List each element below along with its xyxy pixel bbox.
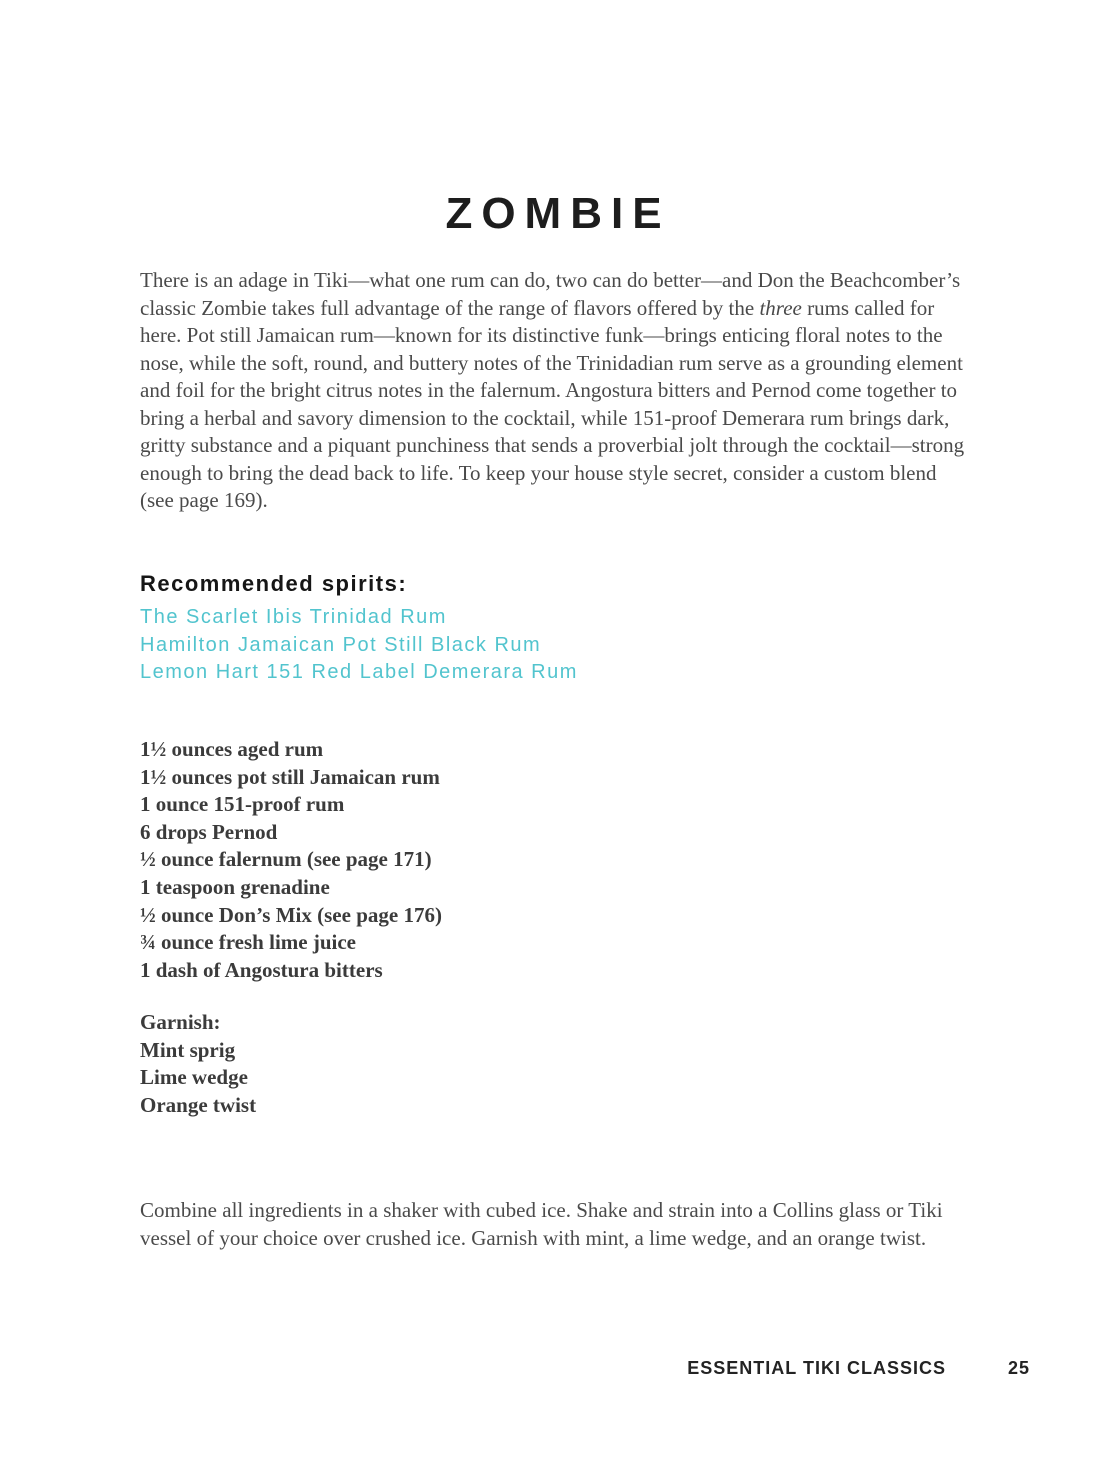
ingredient-item: 6 drops Pernod [140, 819, 278, 844]
garnish-item: Mint sprig [140, 1037, 236, 1062]
intro-text-part2: rums called for here. Pot still Jamaican rum—known for its distinctive funk—brings enticing floral notes to the nose, while the soft, round, and buttery notes of the Trinidadian rum serve as a grounding element and foil for the bright citrus notes in the falernum. Angostura bitters and Pernod come together to bring a herbal and savory dimension to the cocktail, while 151-proof Demerara rum brings dark, gritty substance and a piquant punchiness that sends a proverbial jolt through the cocktail—strong enough to bring the dead back to life. To keep your house style secret, consider a custom blend (see page 169). [140, 295, 965, 512]
recommended-spirits-heading: Recommended spirits: [140, 571, 408, 596]
intro-paragraph [140, 267, 968, 515]
garnish-heading: Garnish: [140, 1010, 221, 1034]
ingredient-item: 1 ounce 151-proof rum [140, 792, 345, 817]
garnish-item: Lime wedge [140, 1065, 248, 1090]
ingredient-item: 1½ ounces pot still Jamaican rum [140, 764, 440, 789]
spirit-item: The Scarlet Ibis Trinidad Rum [140, 606, 447, 628]
spirit-item: Hamilton Jamaican Pot Still Black Rum [140, 633, 542, 656]
ingredient-item: ¾ ounce fresh lime juice [140, 930, 356, 955]
instructions-paragraph: Combine all ingredients in a shaker with cubed ice. Shake and strain into a Collins glass or Tiki vessel of your choice over crushed ice. Garnish with mint, a lime wedge, and an orange twist. [140, 1198, 943, 1250]
ingredient-item: 1 teaspoon grenadine [140, 874, 330, 899]
ingredients-list [140, 736, 442, 984]
page-footer [687, 1358, 1030, 1379]
spirit-item: Lemon Hart 151 Red Label Demerara Rum [140, 661, 578, 683]
ingredient-item: ½ ounce Don’s Mix (see page 176) [140, 902, 442, 927]
recommended-spirits-list [140, 604, 578, 687]
ingredient-item: ½ ounce falernum (see page 171) [140, 847, 432, 872]
page-title: ZOMBIE [445, 189, 671, 239]
garnish-list [140, 1037, 256, 1120]
intro-italic-word: three [759, 295, 802, 320]
recommended-spirits-section [140, 571, 578, 687]
ingredient-item: 1½ ounces aged rum [140, 737, 324, 761]
garnish-item: Orange twist [140, 1092, 257, 1117]
intro-text-part1: There is an adage in Tiki—what one rum can do, two can do better—and Don the Beachcomber’s classic Zombie takes full advantage of the range of flavors offered by the [140, 268, 961, 320]
footer-section-title: ESSENTIAL TIKI CLASSICS [687, 1358, 946, 1378]
ingredient-item: 1 dash of Angostura bitters [140, 957, 383, 982]
footer-page-number: 25 [1007, 1358, 1030, 1378]
garnish-section [140, 1009, 256, 1119]
